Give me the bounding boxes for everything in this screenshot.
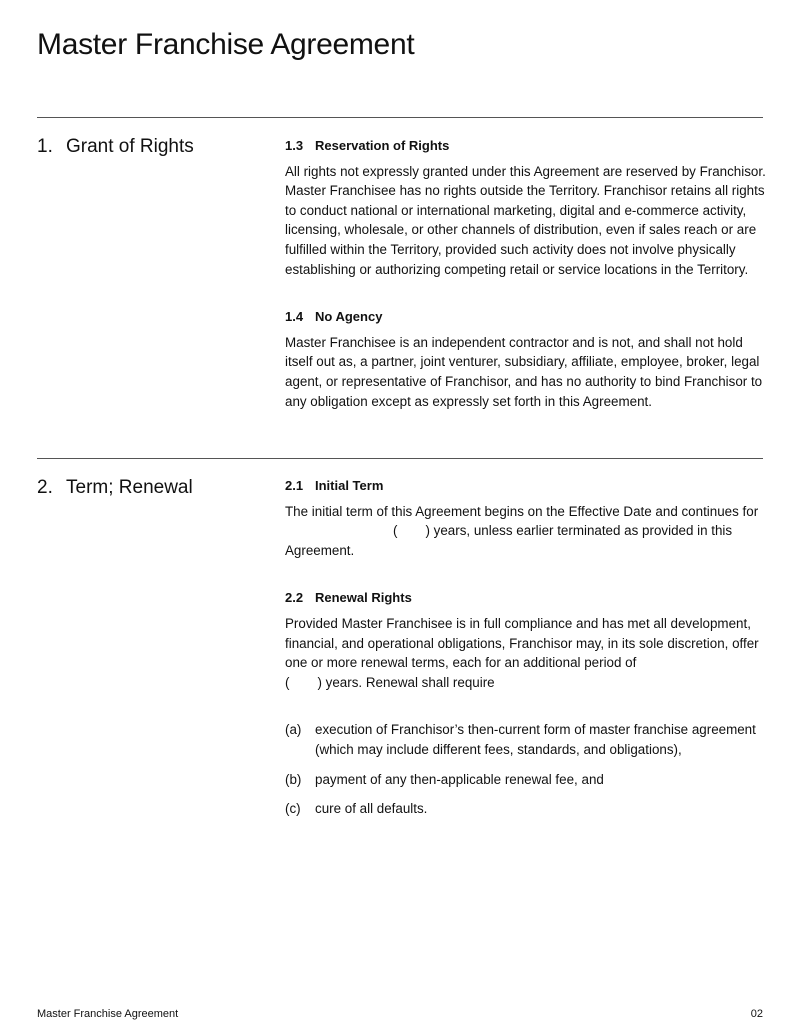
- section-number: 2.: [37, 477, 53, 498]
- subsection-number: 1.3: [285, 138, 304, 153]
- subsection-number: 2.2: [285, 590, 304, 606]
- section-title: Term; Renewal: [66, 477, 193, 498]
- subsection-heading: [285, 307, 767, 327]
- list-item: [285, 770, 767, 790]
- text-part: (: [393, 523, 398, 539]
- section-divider: [37, 458, 763, 459]
- text-part: ) years, unless earlier terminated as provided in this Agreement.: [285, 523, 733, 558]
- section-divider: [37, 117, 763, 118]
- subsection-text: All rights not expressly granted under this Agreement are reserved by Franchisor. Master Franchisee has no rights outside the Territory. Franchisor retains all rights to conduct national or international marketing, digital and e-commerce activity, licensing, wholesale, or other channels of distribution, even if sales reach or are fulfilled within the Territory, provided such activity does not involve physically establishing or authorizing competing retail or service locations in the Territory.: [285, 163, 766, 277]
- page-number: 02: [750, 1008, 763, 1020]
- item-text: payment of any then-applicable renewal fee, and: [315, 771, 604, 787]
- subsection-title: No Agency: [315, 309, 383, 325]
- section-2-body: [285, 476, 767, 819]
- subsection-text: [285, 502, 767, 561]
- item-text: cure of all defaults.: [315, 801, 428, 817]
- item-label: (b): [285, 771, 302, 787]
- subsection-text: Master Franchisee is an independent contractor and is not, and shall not hold itself out as, a partner, joint venturer, subsidiary, affiliate, employee, broker, legal agent, or representative of Franchisor, and has no authority to bind Franchisor to any obligation except as expressly set forth in this Agreement.: [285, 334, 763, 409]
- section-2-heading: [37, 477, 193, 499]
- subsection-number: 1.4: [285, 309, 304, 325]
- list-item: [285, 799, 767, 819]
- section-number: 1.: [37, 136, 53, 157]
- subsection-title: Initial Term: [315, 478, 384, 493]
- item-text: execution of Franchisor’s then-current form of master franchise agreement (which may include different fees, standards, and obligations),: [315, 722, 756, 757]
- text-part: (: [285, 674, 290, 690]
- subsection-text: [285, 614, 767, 692]
- footer-title: Master Franchise Agreement: [37, 1008, 179, 1020]
- section-1-body: [285, 136, 767, 411]
- item-label: (a): [285, 722, 302, 738]
- text-part: ) years. Renewal shall require: [317, 674, 495, 690]
- list-item: [285, 720, 767, 759]
- section-title: Grant of Rights: [66, 136, 194, 157]
- subsection-heading: [285, 588, 767, 608]
- section-1-heading: [37, 136, 194, 158]
- subsection-heading: [285, 476, 767, 496]
- item-label: (c): [285, 801, 301, 817]
- text-part: The initial term of this Agreement begins on the Effective Date and continues for: [285, 503, 759, 519]
- page-title: Master Franchise Agreement: [37, 28, 415, 61]
- subsection-title: Reservation of Rights: [315, 138, 450, 153]
- text-part: Provided Master Franchisee is in full compliance and has met all development, financial, and operational obligations, Franchisor may, in its sole discretion, offer one or more renewal terms, each for an additional period of: [285, 615, 759, 671]
- subsection-heading: [285, 136, 767, 156]
- subsection-number: 2.1: [285, 478, 304, 493]
- subsection-title: Renewal Rights: [315, 590, 412, 606]
